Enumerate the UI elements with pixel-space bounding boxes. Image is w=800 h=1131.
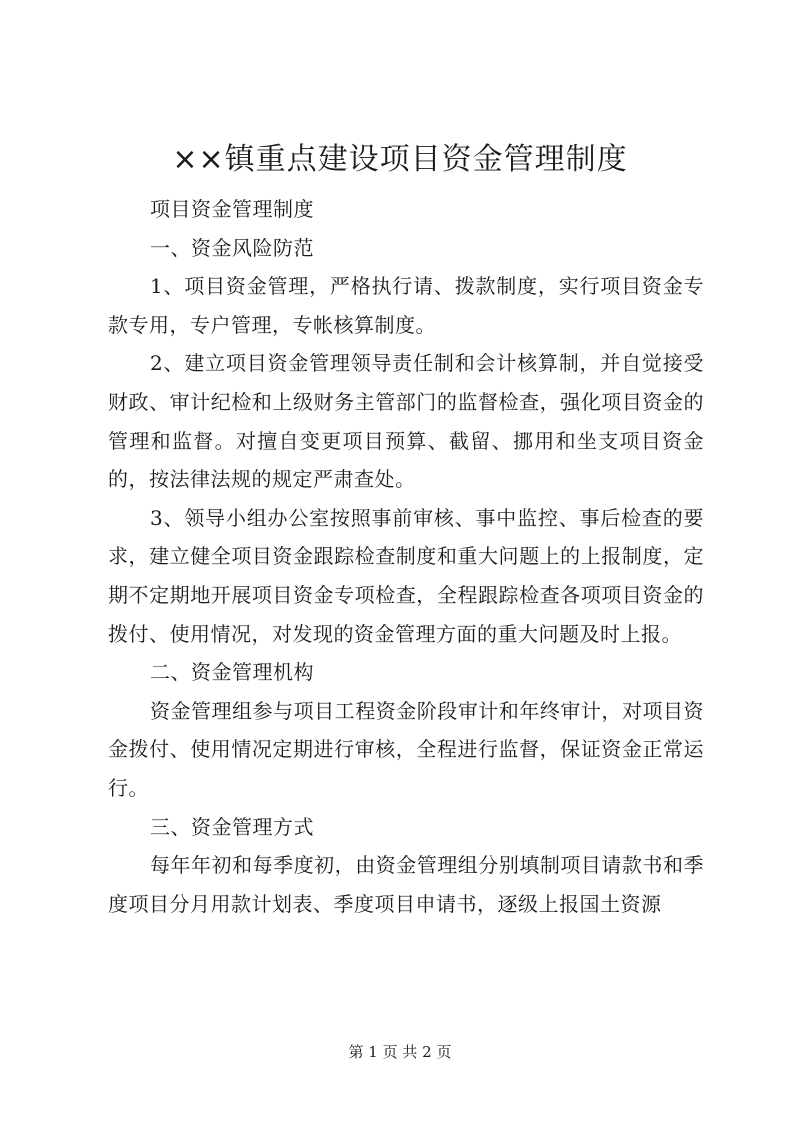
paragraph-item-2: 2、建立项目资金管理领导责任制和会计核算制，并自觉接受财政、审计纪检和上级财务主管部门的监督检查，强化项目资金的管理和监督。对擅自变更项目预算、截留、挪用和坐支项目资金的，按法律法规的规定严肃查处。 [108,351,704,492]
page-footer [0,1042,800,1062]
section-heading-3: 三、资金管理方式 [150,814,314,839]
paragraph-item-3: 3、领导小组办公室按照事前审核、事中监控、事后检查的要求，建立健全项目资金跟踪检查制度和重大问题上的上报制度，定期不定期地开展项目资金专项检查，全程跟踪检查各项项目资金的拨付、使用情况，对发现的资金管理方面的重大问题及时上报。 [108,505,704,646]
paragraph-subtitle: 项目资金管理制度 [150,197,314,221]
document-body [108,190,704,923]
section-heading-1: 一、资金风险防范 [150,235,314,260]
paragraph-management-org: 资金管理组参与项目工程资金阶段审计和年终审计，对项目资金拨付、使用情况定期进行审核，全程进行监督，保证资金正常运行。 [108,698,704,800]
document-title: ××镇重点建设项目资金管理制度 [172,142,628,177]
paragraph-item-1: 1、项目资金管理，严格执行请、拨款制度，实行项目资金专款专用，专户管理，专帐核算制度。 [108,274,704,337]
section-heading-2: 二、资金管理机构 [150,660,314,685]
paragraph-management-method: 每年年初和每季度初，由资金管理组分别填制项目请款书和季度项目分月用款计划表、季度项目申请书，逐级上报国土资源 [108,853,704,916]
page-number-label: 第 1 页 共 2 页 [348,1043,452,1061]
